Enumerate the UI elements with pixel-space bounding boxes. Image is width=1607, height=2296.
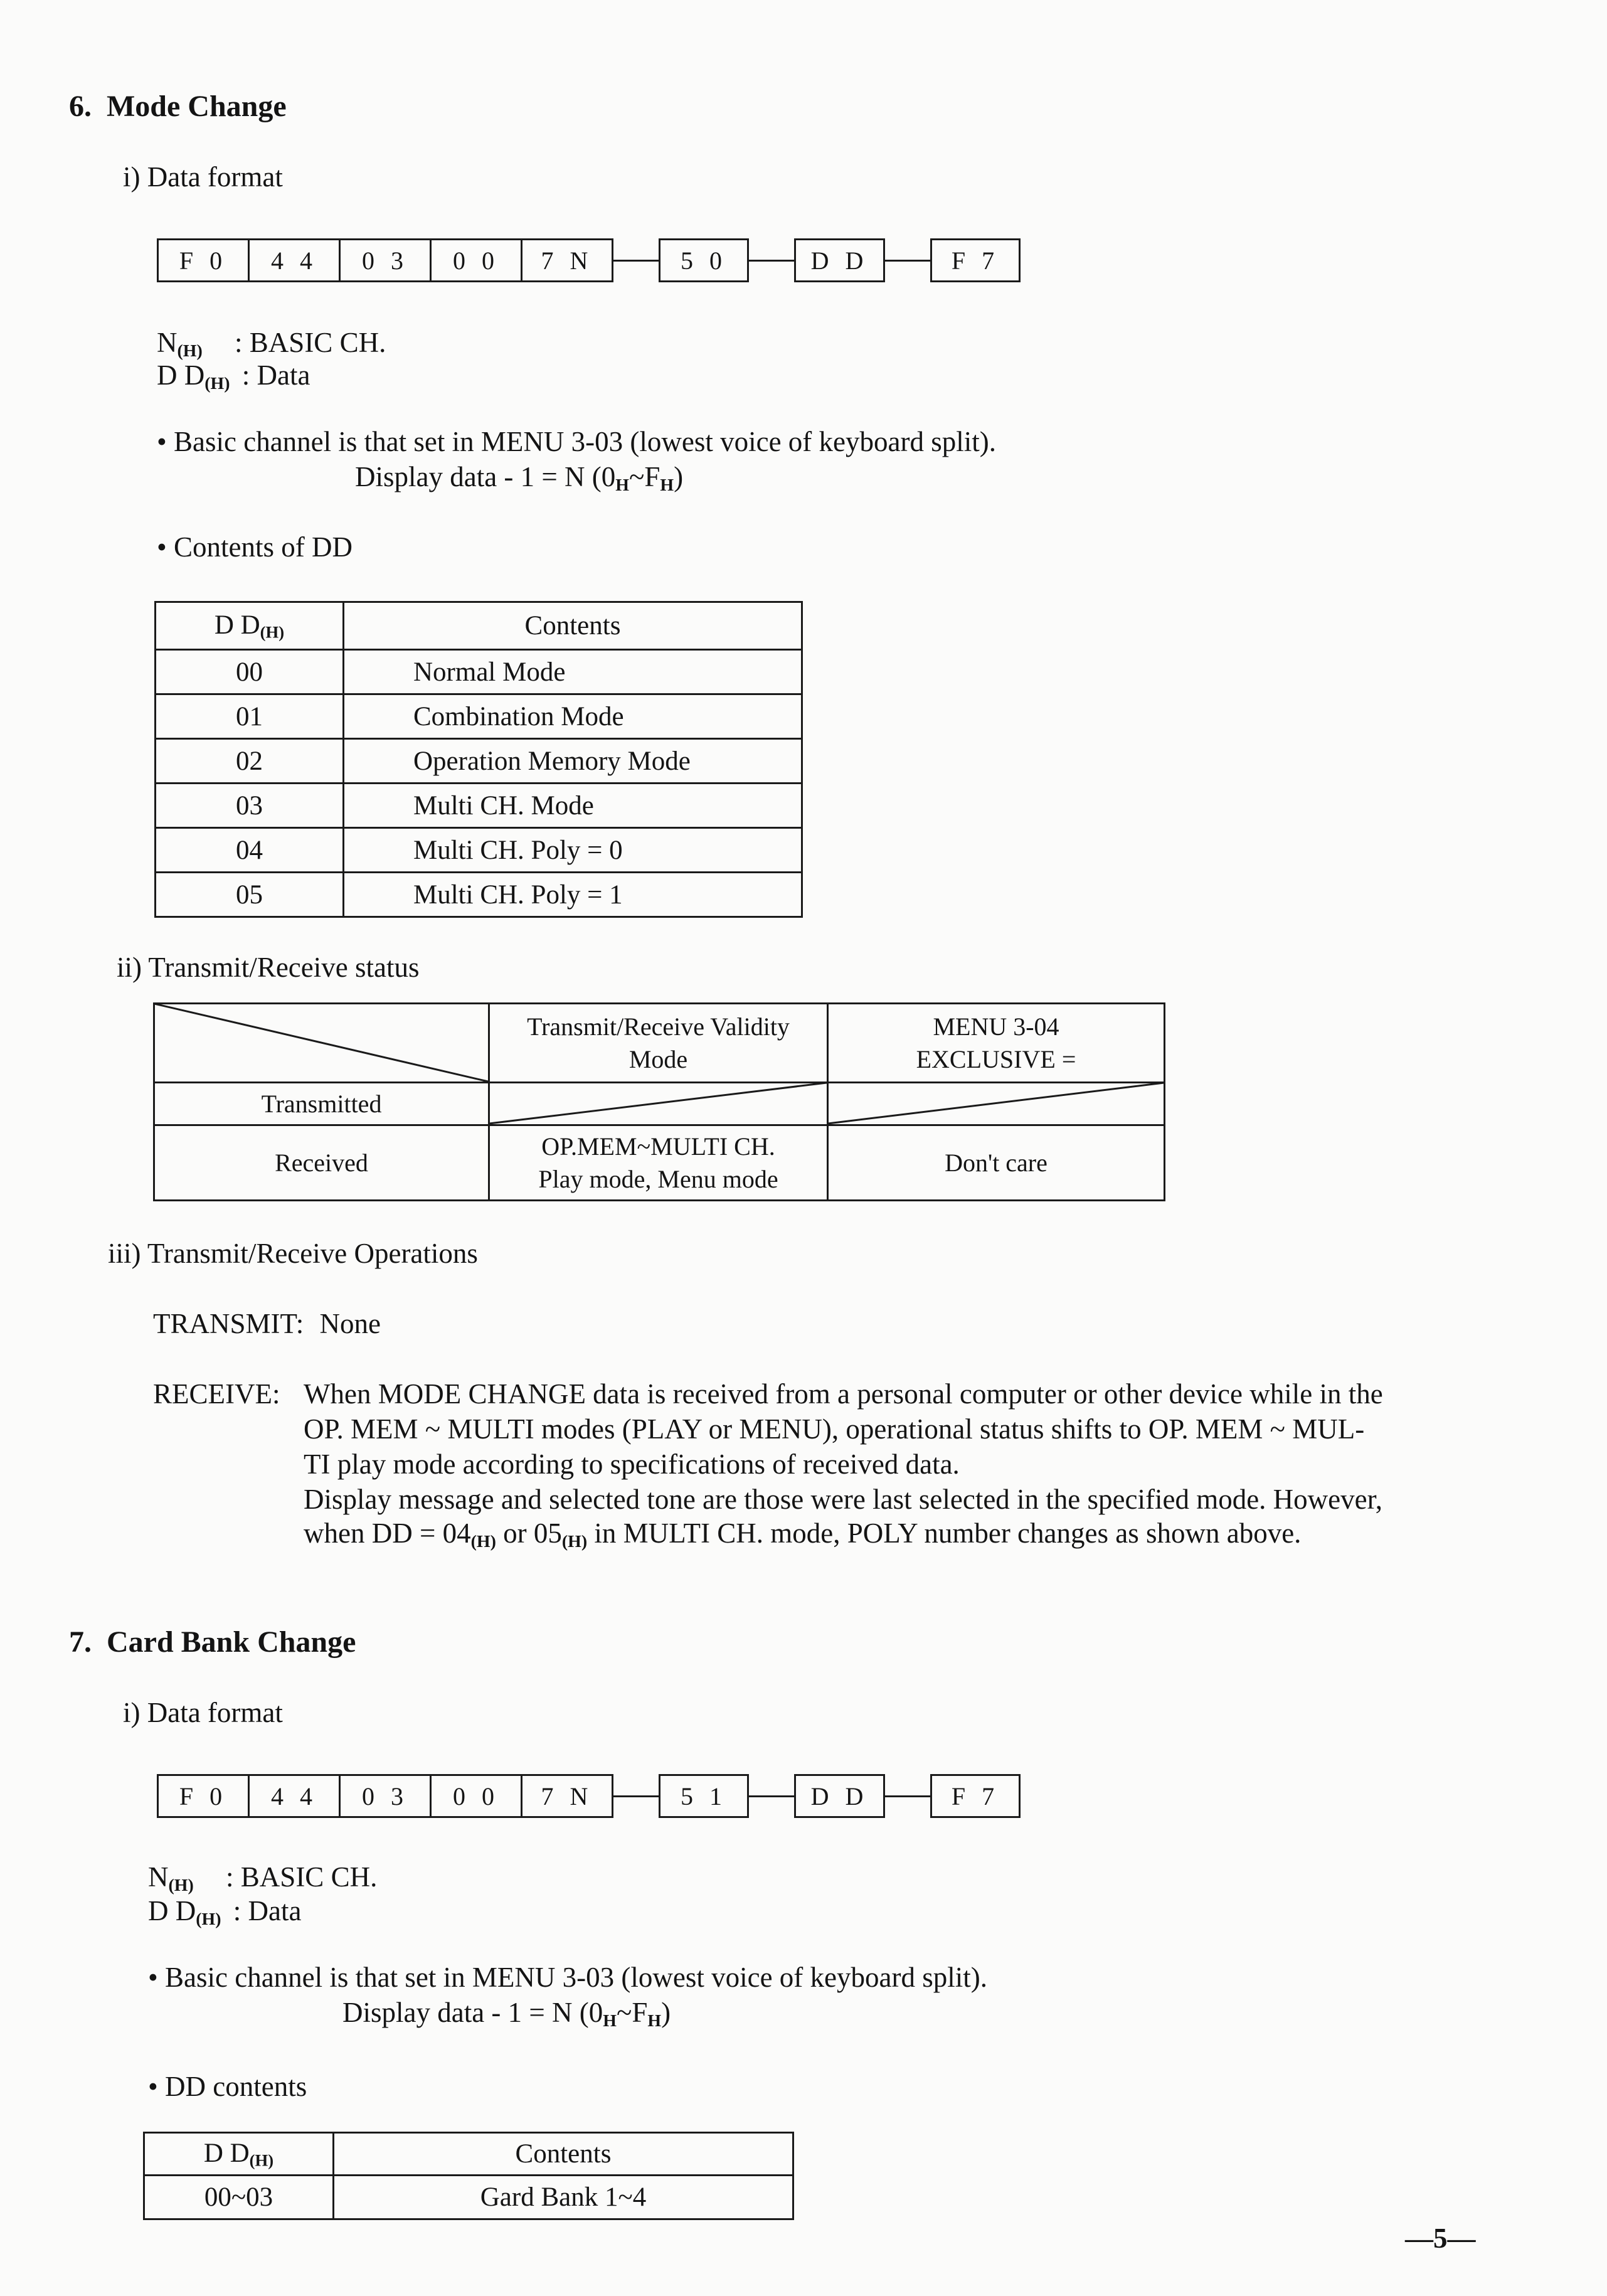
table-header-row: [156, 602, 802, 650]
dd-contents: Multi CH. Mode: [344, 784, 802, 828]
format-connector: [749, 1795, 794, 1797]
receive-text-line: Display message and selected tone are those were last selected in the specified mode. However,: [304, 1484, 1383, 1515]
table-row: [156, 739, 802, 784]
format-data-byte: D D: [794, 1774, 885, 1818]
header-line: Mode: [628, 1044, 688, 1073]
dd-value: 04: [156, 828, 344, 873]
legend-symbol: N: [148, 1861, 169, 1893]
header-dd: [156, 602, 344, 650]
note-dd-contents: • DD contents: [148, 2071, 307, 2102]
dd-contents: Gard Bank 1~4: [334, 2176, 793, 2219]
format-byte: 0 3: [341, 1776, 432, 1816]
dd-contents: Multi CH. Poly = 0: [344, 828, 802, 873]
format-byte-group: [157, 1774, 613, 1818]
legend-symbol: N: [157, 327, 178, 358]
note-subscript: H: [603, 2011, 617, 2031]
receive-text-line: When MODE CHANGE data is received from a personal computer or other device while in the: [304, 1378, 1383, 1410]
format-byte: 4 4: [250, 240, 341, 280]
note-text: Display data - 1 = N (0: [342, 1997, 603, 2028]
table-header-row: [144, 2133, 793, 2176]
status-row-label: Received: [154, 1125, 489, 1201]
section-6-heading: [69, 89, 287, 124]
legend-text: : BASIC CH.: [235, 327, 386, 358]
format-data-byte: D D: [794, 238, 885, 282]
header-text: D D: [214, 610, 260, 640]
data-format-label: i) Data format: [123, 1697, 283, 1728]
format-byte: F 0: [159, 1776, 250, 1816]
format-connector: [885, 260, 930, 262]
note-text: ): [674, 461, 684, 492]
format-end-byte: F 7: [930, 1774, 1021, 1818]
header-subscript: (H): [249, 2150, 274, 2170]
legend-data: [157, 359, 310, 394]
receive-text-line: OP. MEM ~ MULTI modes (PLAY or MENU), operational status shifts to OP. MEM ~ MUL-: [304, 1413, 1365, 1445]
status-row-received: [154, 1125, 1165, 1201]
dd-contents-table: [154, 601, 803, 918]
format-byte: 7 N: [541, 246, 593, 275]
dd-value: 00~03: [144, 2176, 334, 2219]
legend-text: : Data: [241, 359, 310, 391]
format-connector: [613, 1795, 659, 1797]
header-text: D D: [203, 2138, 250, 2168]
dd-contents: Combination Mode: [344, 694, 802, 739]
legend-subscript: (H): [177, 341, 203, 361]
format-connector: [613, 260, 659, 262]
diagonal-line: [828, 1083, 1164, 1124]
status-row-label: Transmitted: [154, 1083, 489, 1125]
section-number: 6.: [69, 90, 92, 123]
section-title: Card Bank Change: [107, 1625, 356, 1659]
diagonal-line: [154, 1004, 488, 1082]
dd-value: 01: [156, 694, 344, 739]
dd-value: 00: [156, 650, 344, 694]
transmit-value: None: [319, 1308, 381, 1339]
dd-contents-table: [143, 2132, 794, 2220]
section-number: 7.: [69, 1625, 92, 1659]
header-subscript: (H): [260, 622, 285, 642]
dd-contents: Multi CH. Poly = 1: [344, 873, 802, 917]
section-7-heading: [69, 1625, 356, 1659]
dd-contents: Normal Mode: [344, 650, 802, 694]
legend-subscript: (H): [196, 1909, 221, 1929]
format-id-byte: 5 1: [659, 1774, 749, 1818]
transmit-label: TRANSMIT:: [153, 1308, 304, 1339]
note-basic-channel: • Basic channel is that set in MENU 3-03 (lowest voice of keyboard split).: [157, 426, 996, 457]
receive-text: or 05: [496, 1517, 562, 1549]
legend-text: : BASIC CH.: [226, 1861, 378, 1893]
table-row: [156, 694, 802, 739]
transmit-receive-operations-label: iii) Transmit/Receive Operations: [108, 1238, 478, 1269]
header-line: MENU 3-04: [933, 1012, 1059, 1041]
format-byte-group: [157, 238, 613, 282]
header-contents: Contents: [334, 2133, 793, 2176]
format-byte: F 0: [159, 240, 250, 280]
format-byte: 0 0: [432, 240, 522, 280]
note-text: ): [661, 1997, 671, 2028]
header-line: Transmit/Receive Validity: [527, 1012, 790, 1041]
format-byte: 0 3: [341, 240, 432, 280]
table-row: [144, 2176, 793, 2219]
table-row: [156, 828, 802, 873]
legend-symbol: D D: [148, 1895, 196, 1927]
diagonal-line: [489, 1083, 827, 1124]
legend-text: : Data: [233, 1895, 302, 1927]
note-text: Display data - 1 = N (0: [355, 461, 616, 492]
format-connector: [885, 1795, 930, 1797]
status-diagonal-lines: [153, 1002, 1165, 1128]
data-format-label: i) Data format: [123, 161, 283, 193]
dd-contents: Operation Memory Mode: [344, 739, 802, 784]
receive-subscript: (H): [470, 1531, 496, 1551]
dd-value: 02: [156, 739, 344, 784]
table-row: [156, 784, 802, 828]
receive-text: in MULTI CH. mode, POLY number changes as shown above.: [587, 1517, 1302, 1549]
status-received-menu: Don't care: [828, 1125, 1165, 1201]
header-line: EXCLUSIVE =: [916, 1044, 1076, 1073]
note-contents-of-dd: • Contents of DD: [157, 531, 353, 563]
format-end-byte: F 7: [930, 238, 1021, 282]
format-connector: [749, 260, 794, 262]
table-row: [156, 650, 802, 694]
receive-subscript: (H): [561, 1531, 588, 1551]
header-contents: Contents: [344, 602, 802, 650]
receive-label: RECEIVE:: [153, 1378, 280, 1410]
note-basic-channel: • Basic channel is that set in MENU 3-03 (lowest voice of keyboard split).: [148, 1962, 987, 1993]
legend-symbol: D D: [157, 359, 205, 391]
cell-line: OP.MEM~MULTI CH.: [541, 1132, 775, 1161]
note-text: ~F: [629, 461, 660, 492]
format-id-byte: 5 0: [659, 238, 749, 282]
table-row: [156, 873, 802, 917]
receive-text: when DD = 04: [304, 1517, 471, 1549]
transmit-line: [153, 1307, 381, 1340]
note-display-data: [342, 1996, 671, 2031]
legend-basic-channel: [157, 326, 386, 361]
dd-value: 03: [156, 784, 344, 828]
note-subscript: H: [615, 475, 629, 495]
header-dd: [144, 2133, 334, 2176]
cell-line: Play mode, Menu mode: [538, 1164, 778, 1193]
receive-text-line: [304, 1517, 1301, 1552]
format-byte: 7 N: [541, 1782, 593, 1810]
format-byte: 4 4: [250, 1776, 341, 1816]
note-text: ~F: [617, 1997, 648, 2028]
section-title: Mode Change: [107, 90, 287, 123]
receive-text-line: TI play mode according to specifications of received data.: [304, 1448, 960, 1480]
transmit-receive-status-label: ii) Transmit/Receive status: [117, 952, 420, 983]
legend-subscript: (H): [168, 1875, 194, 1895]
page-number: —5—: [1405, 2223, 1476, 2254]
note-subscript: H: [660, 475, 674, 495]
note-subscript: H: [647, 2011, 662, 2031]
status-received-validity: [489, 1125, 828, 1201]
format-byte: 0 0: [432, 1776, 522, 1816]
dd-value: 05: [156, 873, 344, 917]
note-display-data: [355, 460, 683, 496]
legend-subscript: (H): [204, 373, 230, 393]
legend-data: [148, 1895, 301, 1930]
legend-basic-channel: [148, 1861, 377, 1896]
